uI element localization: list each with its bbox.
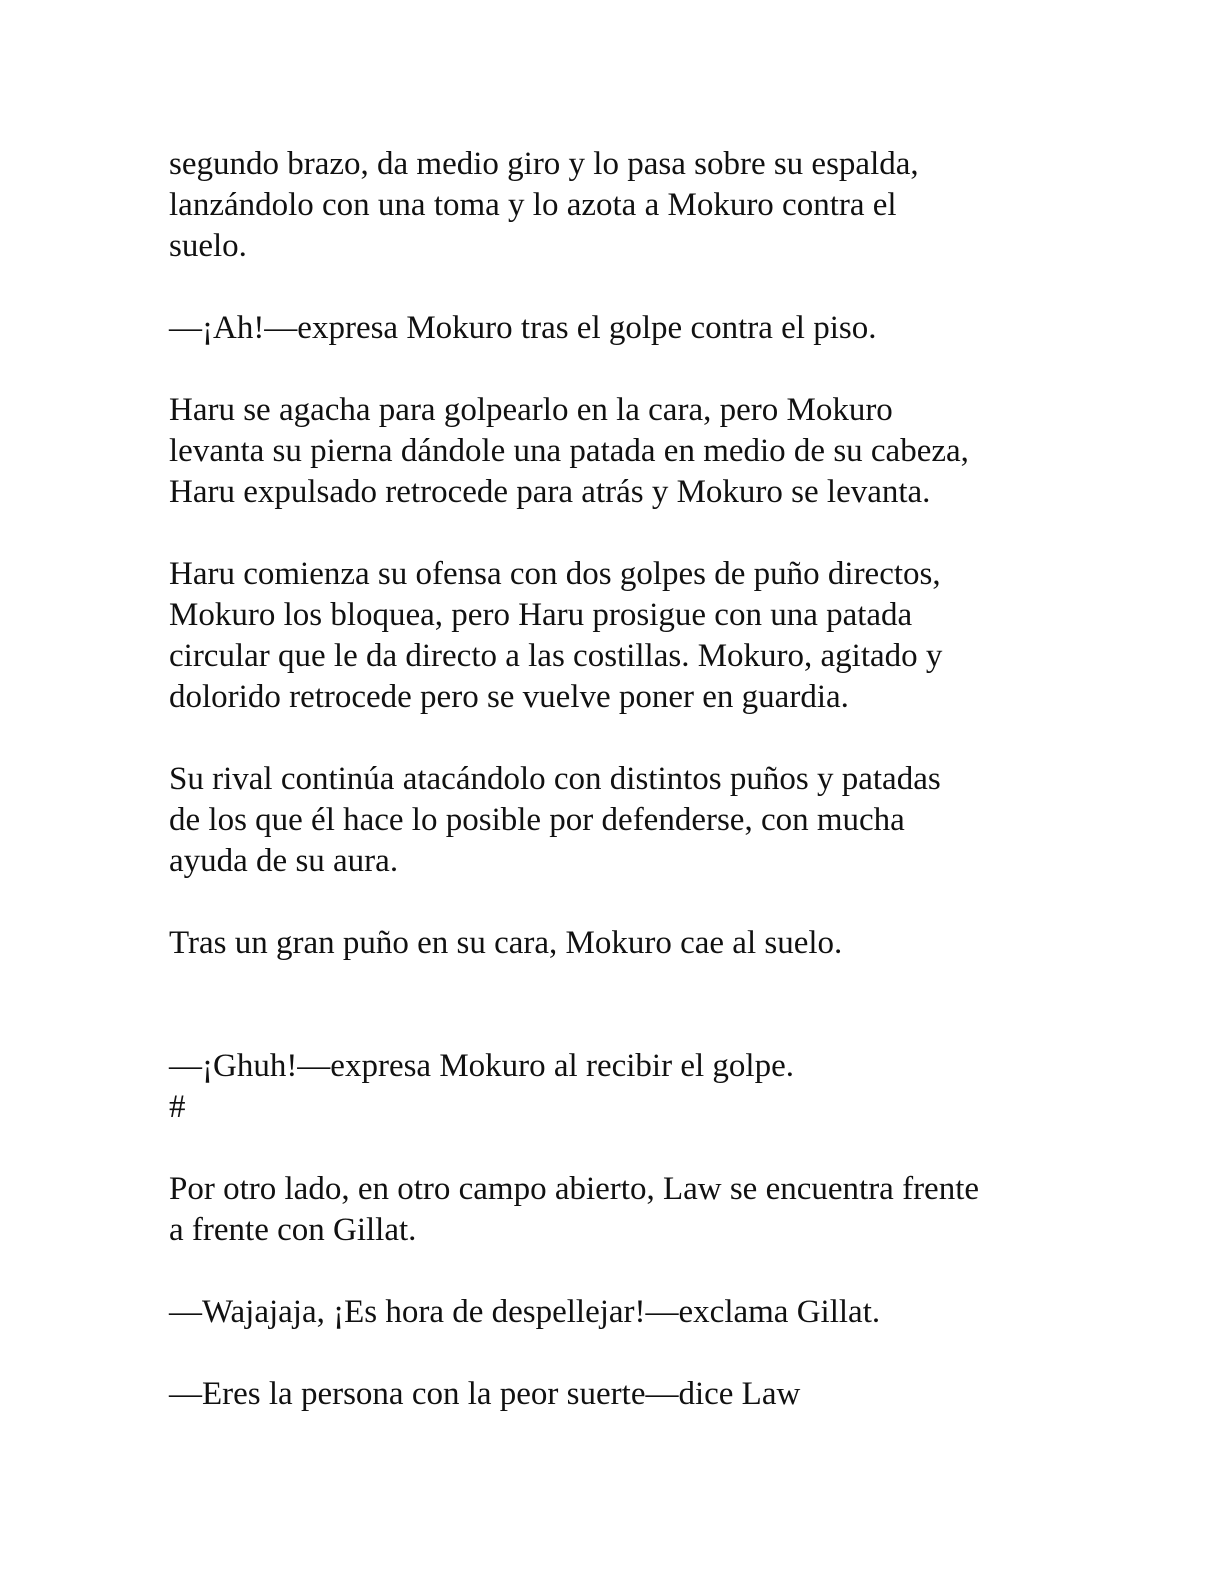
paragraph: Haru se agacha para golpearlo en la cara, pero Mokuro levanta su pierna dándole una patada en medio de su cabeza, Haru expulsado retrocede para atrás y Mokuro se levanta. <box>169 392 969 510</box>
paragraph: Su rival continúa atacándolo con distintos puños y patadas de los que él hace lo posible por defenderse, con mucha ayuda de su aura. <box>169 761 941 879</box>
scene-break: # <box>169 1089 186 1125</box>
dialogue-line: —Eres la persona con la peor suerte—dice Law <box>169 1376 801 1412</box>
dialogue-line: —Wajajaja, ¡Es hora de despellejar!—exclama Gillat. <box>169 1294 881 1330</box>
dialogue-line: —¡Ghuh!—expresa Mokuro al recibir el golpe. <box>169 1048 794 1084</box>
dialogue-line: —¡Ah!—expresa Mokuro tras el golpe contra el piso. <box>169 310 877 346</box>
paragraph: Haru comienza su ofensa con dos golpes de puño directos, Mokuro los bloquea, pero Haru prosigue con una patada circular que le da directo a las costillas. Mokuro, agitado y dolorido retrocede pero se vuelve poner en guardia. <box>169 556 943 715</box>
spacer <box>169 1005 1069 1046</box>
paragraph: Por otro lado, en otro campo abierto, Law se encuentra frente a frente con Gillat. <box>169 1171 980 1248</box>
paragraph: Tras un gran puño en su cara, Mokuro cae al suelo. <box>169 925 843 961</box>
body-text <box>169 144 1069 1415</box>
paragraph: segundo brazo, da medio giro y lo pasa sobre su espalda, lanzándolo con una toma y lo azota a Mokuro contra el suelo. <box>169 146 919 264</box>
